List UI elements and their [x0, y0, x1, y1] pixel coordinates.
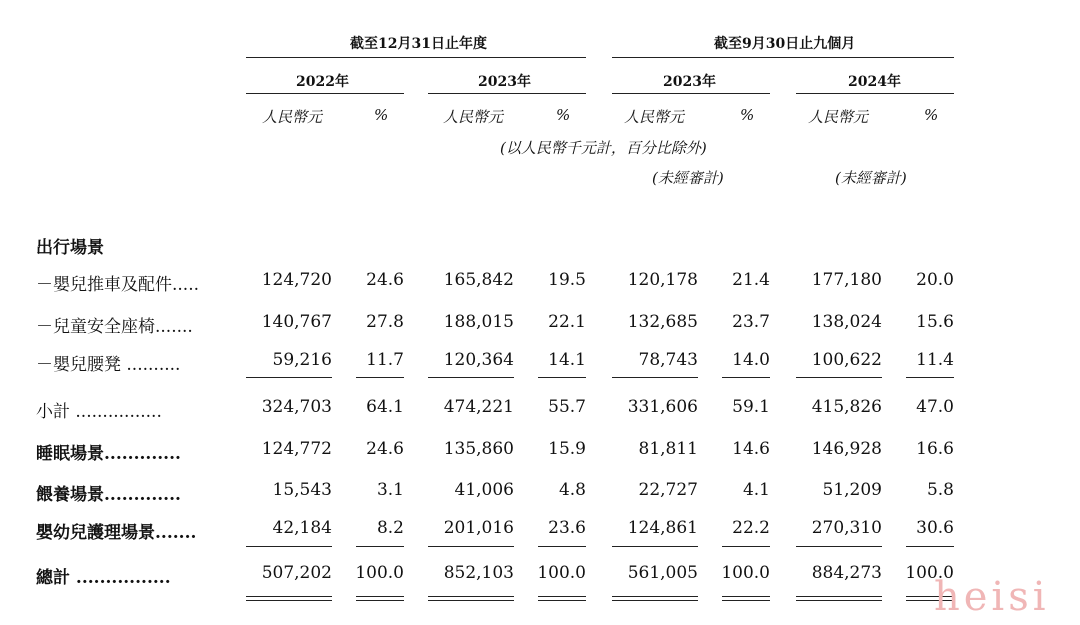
row-care-label: 嬰幼兒護理場景.......	[36, 523, 197, 543]
row-car-seat-label: －兒童安全座椅.......	[36, 317, 193, 337]
row-total-cell-7: 884,273	[811, 563, 882, 583]
unit-pct-2022: %	[374, 106, 389, 124]
row-care-cell-3: 201,016	[443, 518, 514, 538]
row-subtotal-cell-2: 64.1	[366, 397, 404, 417]
row-care-cell-1: 42,184	[272, 518, 332, 538]
row-hip-seat-cell-2: 11.7	[366, 350, 404, 370]
row-stroller-cell-8: 20.0	[916, 270, 954, 290]
row-car-seat-cell-6: 23.7	[732, 312, 770, 332]
year-header-2023-annual: 2023年	[478, 74, 531, 90]
row-total-cell-1: 507,202	[261, 563, 332, 583]
row-car-seat-cell-2: 27.8	[366, 312, 404, 332]
total-double-rule-c6	[722, 596, 770, 601]
unit-rmb-2024: 人民幣元	[808, 108, 869, 126]
total-rule-c5	[612, 546, 698, 547]
row-feeding-cell-2: 3.1	[376, 480, 404, 500]
unit-rmb-2023-interim: 人民幣元	[624, 108, 685, 126]
total-double-rule-c1	[246, 596, 332, 601]
row-subtotal-cell-4: 55.7	[548, 397, 586, 417]
row-feeding-cell-3: 41,006	[454, 480, 514, 500]
unit-pct-2023-interim: %	[740, 106, 755, 124]
row-care-cell-8: 30.6	[916, 518, 954, 538]
row-sleep-cell-1: 124,772	[261, 439, 332, 459]
row-sleep-cell-3: 135,860	[443, 439, 514, 459]
total-rule-c8	[906, 546, 954, 547]
row-stroller-cell-3: 165,842	[443, 270, 514, 290]
unaudited-2024: (未經審計)	[835, 169, 907, 187]
row-stroller-cell-5: 120,178	[627, 270, 698, 290]
subtotal-rule-c1	[246, 377, 332, 378]
row-car-seat-cell-4: 22.1	[548, 312, 586, 332]
row-stroller-cell-1: 124,720	[261, 270, 332, 290]
row-care-cell-6: 22.2	[732, 518, 770, 538]
subtotal-rule-c2	[356, 377, 404, 378]
subtotal-rule-c7	[796, 377, 882, 378]
row-sleep-cell-6: 14.6	[732, 439, 770, 459]
row-hip-seat-label: －嬰兒腰凳 ..........	[36, 355, 181, 375]
total-rule-c1	[246, 546, 332, 547]
total-double-rule-c5	[612, 596, 698, 601]
total-rule-c7	[796, 546, 882, 547]
total-double-rule-c7	[796, 596, 882, 601]
row-stroller-cell-6: 21.4	[732, 270, 770, 290]
row-total-cell-5: 561,005	[627, 563, 698, 583]
row-feeding-cell-8: 5.8	[926, 480, 954, 500]
row-sleep-cell-2: 24.6	[366, 439, 404, 459]
subtotal-rule-c8	[906, 377, 954, 378]
unaudited-2023: (未經審計)	[652, 169, 724, 187]
row-subtotal-cell-6: 59.1	[732, 397, 770, 417]
group-header-annual: 截至12月31日止年度	[350, 36, 487, 52]
unit-rmb-2022: 人民幣元	[262, 108, 323, 126]
row-feeding-cell-7: 51,209	[822, 480, 882, 500]
row-car-seat-cell-1: 140,767	[261, 312, 332, 332]
row-car-seat-cell-3: 188,015	[443, 312, 514, 332]
row-sleep-cell-8: 16.6	[916, 439, 954, 459]
total-double-rule-c2	[356, 596, 404, 601]
group-header-nine-months-rule	[612, 57, 954, 58]
row-total-label: 總計 ................	[36, 568, 171, 588]
watermark: heisi	[934, 574, 1050, 620]
year-header-2022: 2022年	[296, 74, 349, 90]
row-subtotal-cell-3: 474,221	[443, 397, 514, 417]
subtotal-rule-c5	[612, 377, 698, 378]
year-header-2023-interim-rule	[612, 93, 770, 94]
row-care-cell-5: 124,861	[627, 518, 698, 538]
row-care-cell-7: 270,310	[811, 518, 882, 538]
row-sleep-cell-7: 146,928	[811, 439, 882, 459]
row-care-cell-2: 8.2	[376, 518, 404, 538]
row-care-cell-4: 23.6	[548, 518, 586, 538]
row-stroller-cell-2: 24.6	[366, 270, 404, 290]
year-header-2023-interim: 2023年	[663, 74, 716, 90]
row-feeding-cell-1: 15,543	[272, 480, 332, 500]
row-car-seat-cell-7: 138,024	[811, 312, 882, 332]
total-rule-c4	[538, 546, 586, 547]
total-double-rule-c3	[428, 596, 514, 601]
row-sleep-label: 睡眠場景.............	[36, 444, 181, 464]
row-total-cell-3: 852,103	[443, 563, 514, 583]
unit-pct-2024: %	[924, 106, 939, 124]
year-header-2023-annual-rule	[428, 93, 586, 94]
row-hip-seat-cell-1: 59,216	[272, 350, 332, 370]
row-feeding-label: 餵養場景.............	[36, 485, 181, 505]
row-feeding-cell-4: 4.8	[558, 480, 586, 500]
group-header-nine-months: 截至9月30日止九個月	[714, 36, 856, 52]
total-rule-c2	[356, 546, 404, 547]
row-hip-seat-cell-7: 100,622	[811, 350, 882, 370]
subtotal-rule-c6	[722, 377, 770, 378]
row-feeding-cell-6: 4.1	[742, 480, 770, 500]
year-header-2024-rule	[796, 93, 954, 94]
row-sleep-cell-5: 81,811	[638, 439, 698, 459]
row-hip-seat-cell-5: 78,743	[638, 350, 698, 370]
total-double-rule-c4	[538, 596, 586, 601]
row-subtotal-cell-5: 331,606	[627, 397, 698, 417]
units-note: (以人民幣千元計，百分比除外)	[500, 139, 707, 157]
year-header-2024: 2024年	[848, 74, 901, 90]
row-stroller-label: －嬰兒推車及配件.....	[36, 275, 200, 295]
row-feeding-cell-5: 22,727	[638, 480, 698, 500]
group-header-annual-rule	[246, 57, 586, 58]
section-title: 出行場景	[36, 238, 104, 258]
row-hip-seat-cell-8: 11.4	[916, 350, 954, 370]
row-hip-seat-cell-6: 14.0	[732, 350, 770, 370]
row-subtotal-label: 小計 ................	[36, 402, 162, 422]
row-total-cell-2: 100.0	[355, 563, 404, 583]
unit-rmb-2023-annual: 人民幣元	[443, 108, 504, 126]
unit-pct-2023-annual: %	[556, 106, 571, 124]
row-hip-seat-cell-3: 120,364	[443, 350, 514, 370]
row-car-seat-cell-5: 132,685	[627, 312, 698, 332]
row-stroller-cell-4: 19.5	[548, 270, 586, 290]
row-sleep-cell-4: 15.9	[548, 439, 586, 459]
row-hip-seat-cell-4: 14.1	[548, 350, 586, 370]
row-car-seat-cell-8: 15.6	[916, 312, 954, 332]
subtotal-rule-c3	[428, 377, 514, 378]
subtotal-rule-c4	[538, 377, 586, 378]
row-subtotal-cell-8: 47.0	[916, 397, 954, 417]
row-total-cell-8: 100.0	[905, 563, 954, 583]
total-rule-c6	[722, 546, 770, 547]
row-total-cell-6: 100.0	[721, 563, 770, 583]
total-rule-c3	[428, 546, 514, 547]
row-total-cell-4: 100.0	[537, 563, 586, 583]
year-header-2022-rule	[246, 93, 404, 94]
row-subtotal-cell-7: 415,826	[811, 397, 882, 417]
row-stroller-cell-7: 177,180	[811, 270, 882, 290]
row-subtotal-cell-1: 324,703	[261, 397, 332, 417]
